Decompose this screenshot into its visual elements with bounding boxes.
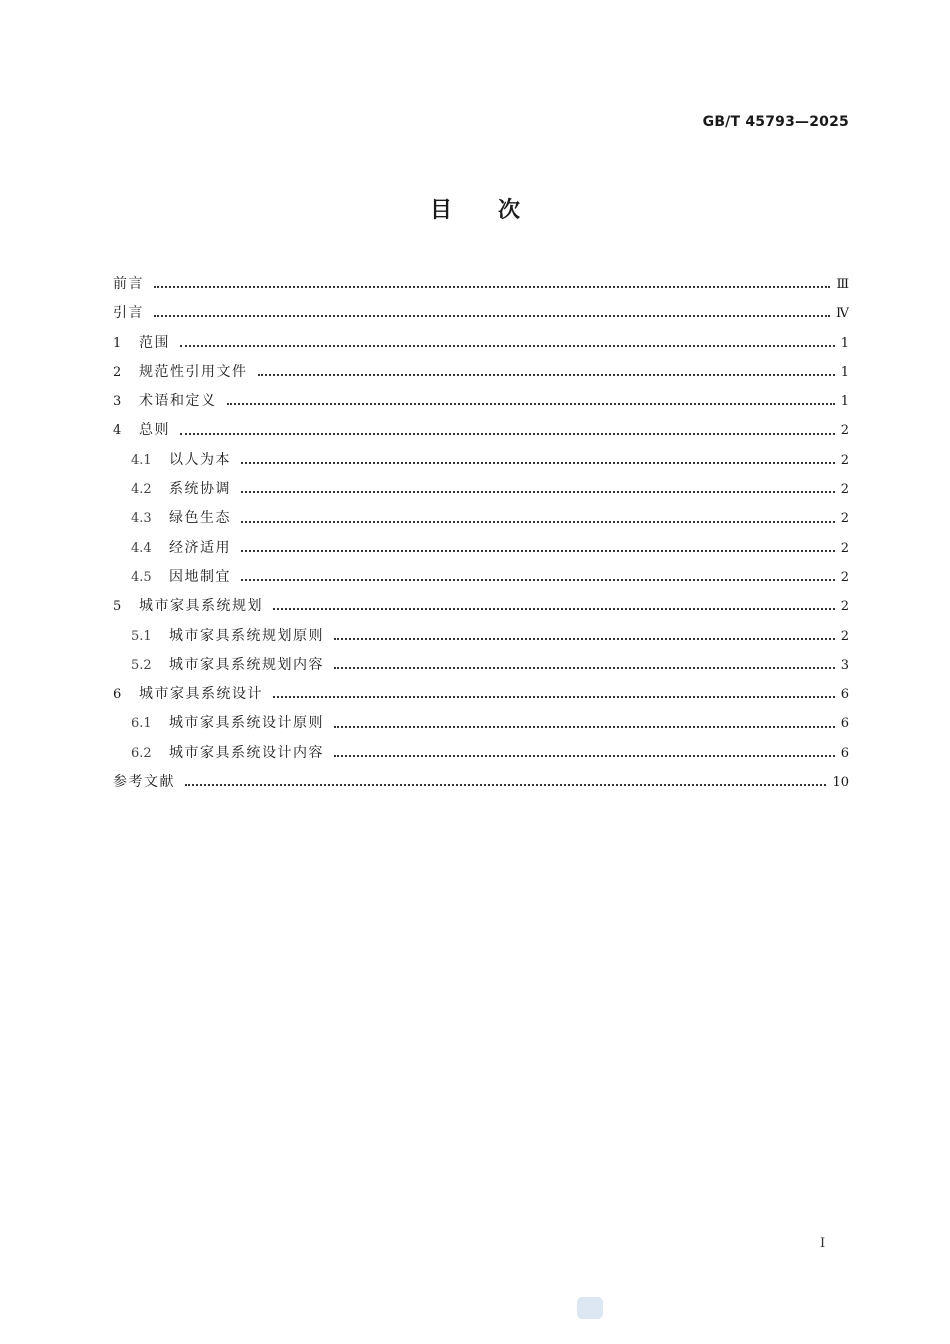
toc-leader-dots (241, 549, 835, 552)
toc-entry-3[interactable] (113, 387, 849, 416)
toc-entry-number: 4.4 (131, 540, 152, 556)
toc-leader-dots (273, 695, 835, 698)
toc-leader-dots (334, 754, 835, 757)
toc-entry-label: 以人为本 (169, 451, 231, 468)
toc-entry-number: 6.1 (131, 716, 152, 732)
toc-entry-5-2[interactable] (113, 651, 849, 680)
toc-leader-dots (180, 344, 835, 347)
toc-entry-label: 城市家具系统设计 (139, 686, 263, 703)
toc-entry-number: 4.5 (131, 569, 152, 585)
toc-entry-bibliography[interactable] (113, 768, 849, 797)
toc-entry-4-3[interactable] (113, 504, 849, 533)
toc-entry-number: 6 (113, 687, 122, 703)
toc-entry-number: 5.2 (131, 657, 152, 673)
toc-entry-label: 系统协调 (169, 481, 231, 498)
toc-entry-label: 总则 (139, 422, 170, 439)
toc-entry-label: 规范性引用文件 (139, 363, 248, 380)
toc-entry-label: 绿色生态 (169, 510, 231, 527)
toc-entry-label: 城市家具系统规划内容 (169, 656, 324, 673)
toc-entry-number: 6.2 (131, 745, 152, 761)
toc-entry-page: 10 (832, 775, 849, 791)
toc-entry-5-1[interactable] (113, 622, 849, 651)
toc-entry-label: 前言 (113, 276, 144, 292)
toc-entry-number: 1 (113, 335, 122, 351)
toc-entry-page: 1 (840, 364, 849, 380)
toc-leader-dots (154, 285, 830, 288)
toc-leader-dots (334, 725, 835, 728)
toc-entry-4-4[interactable] (113, 534, 849, 563)
toc-leader-dots (241, 520, 835, 523)
toc-leader-dots (154, 314, 830, 317)
toc-leader-dots (180, 432, 835, 435)
toc-entry-number: 2 (113, 364, 122, 380)
toc-entry-page: 2 (840, 511, 849, 527)
toc-leader-dots (227, 402, 835, 405)
toc-entry-2[interactable] (113, 358, 849, 387)
toc-entry-page: 2 (840, 423, 849, 439)
toc-entry-6[interactable] (113, 680, 849, 709)
toc-entry-number: 4.1 (131, 452, 152, 468)
toc-entry-label: 城市家具系统规划原则 (169, 627, 324, 644)
toc-entry-page: 2 (840, 628, 849, 644)
toc-entry-4-1[interactable] (113, 446, 849, 475)
toc-entry-page: Ⅲ (836, 277, 849, 292)
page-number: I (820, 1236, 826, 1251)
toc-entry-4[interactable] (113, 416, 849, 445)
toc-entry-page: 1 (840, 335, 849, 351)
toc-entry-label: 术语和定义 (139, 393, 217, 410)
toc-entry-page: 6 (840, 716, 849, 732)
toc-entry-page: 6 (840, 687, 849, 703)
toc-entry-page: 2 (840, 569, 849, 585)
toc-entry-page: 2 (840, 540, 849, 556)
toc-entry-number: 5 (113, 599, 122, 615)
table-of-contents (113, 270, 849, 797)
toc-entry-number: 3 (113, 394, 122, 410)
toc-entry-6-2[interactable] (113, 739, 849, 768)
toc-entry-label: 城市家具系统设计内容 (169, 744, 324, 761)
toc-entry-introduction[interactable] (113, 299, 849, 328)
toc-entry-4-5[interactable] (113, 563, 849, 592)
toc-entry-label: 引言 (113, 305, 144, 322)
sac-watermark-logo (577, 1297, 603, 1319)
toc-entry-label: 经济适用 (169, 539, 231, 556)
toc-entry-page: 2 (840, 452, 849, 468)
toc-leader-dots (258, 373, 835, 376)
toc-entry-number: 5.1 (131, 628, 152, 644)
toc-entry-label: 参考文献 (113, 774, 175, 791)
toc-entry-number: 4 (113, 423, 122, 439)
toc-entry-4-2[interactable] (113, 475, 849, 504)
toc-entry-page: 2 (840, 599, 849, 615)
toc-entry-page: Ⅳ (836, 306, 849, 322)
toc-leader-dots (334, 666, 835, 669)
standard-number: GB/T 45793—2025 (702, 114, 849, 130)
toc-leader-dots (185, 783, 826, 786)
toc-entry-number: 4.2 (131, 482, 152, 498)
toc-leader-dots (273, 607, 835, 610)
toc-entry-page: 3 (840, 657, 849, 673)
toc-entry-6-1[interactable] (113, 709, 849, 738)
toc-entry-label: 范围 (139, 334, 170, 351)
toc-entry-label: 因地制宜 (169, 568, 231, 585)
toc-entry-page: 1 (840, 394, 849, 410)
toc-entry-label: 城市家具系统设计原则 (169, 715, 324, 732)
toc-leader-dots (241, 490, 835, 493)
toc-entry-foreword[interactable] (113, 270, 849, 299)
toc-entry-1[interactable] (113, 329, 849, 358)
toc-entry-5[interactable] (113, 592, 849, 621)
toc-entry-page: 2 (840, 482, 849, 498)
toc-leader-dots (241, 578, 835, 581)
toc-entry-label: 城市家具系统规划 (139, 598, 263, 615)
toc-entry-number: 4.3 (131, 511, 152, 527)
toc-entry-page: 6 (840, 745, 849, 761)
toc-leader-dots (241, 461, 835, 464)
toc-title: 目次 (429, 198, 566, 223)
toc-leader-dots (334, 637, 835, 640)
